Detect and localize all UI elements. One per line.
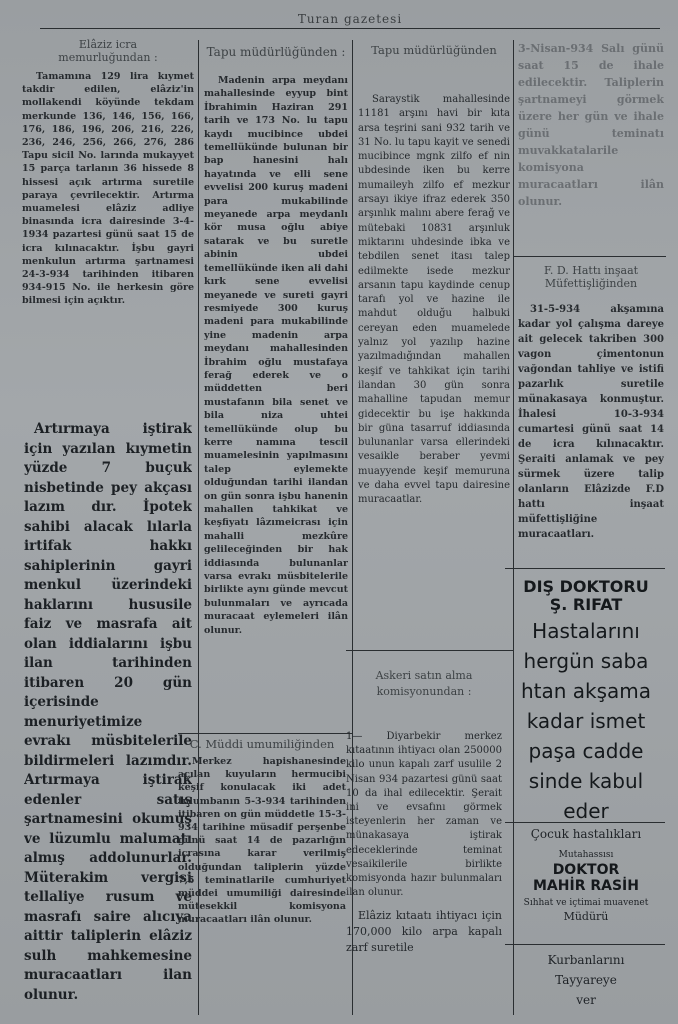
ad-dentist — [505, 572, 667, 820]
ad-dentist-name: Ş. RIFAT — [549, 595, 623, 614]
notice-title: Tapu müdürlüğünden : — [206, 45, 346, 59]
ad-dentist-line: paşa cadde — [528, 739, 644, 763]
notice-icra-continued: Artırmaya iştirak için yazılan kıymetin yüzde 7 buçuk nisbetinde pey akçası lazım dır. İpotek sahibi alacak lılarla irtifak hakkı sahiplerinin gayri menkul üzerindeki haklarını hususile faiz ve masrafa ait olan iddialarını işbu ilan tarihinden itibaren 20 gün içerisinde menuriyetimize evrakı müsbitelerile bildirmeleri lazımdır. Artırmaya iştirak edenler satış şartnamesini okumuş ve lüzumlu malumatı almış addolunurlar. Müterakim vergisi tellaliye rusum ve masrafı saire alıcıya aittir taliplerin elâziz sulh mahkemesine muracaatları ilan olunur. — [24, 421, 192, 1003]
notice-icra — [22, 38, 194, 418]
page-header: Turan gazetesi — [40, 12, 660, 29]
section-rule — [505, 822, 665, 823]
section-rule — [513, 256, 666, 257]
notice-title: Askeri satın alma komisyonundan : — [375, 669, 473, 698]
notice-body: Madenin arpa meydanı mahallesinde eyyup bint İbrahimin Haziran 291 tarih ve 173 No. lu tapu kaydı mucibince ubdei temellükünde bulunan bir bap hanesini halı hayatında ve elli sene evvelisi 200 kuruş madeni para mukabilinde meyanede arpa meydanlı kör musa oğlu abiye satarak ve bu suretle abinin ubdei temellükünde iken ali dahi kırk sene evvelisi meyanede ve sureti gayri resmiyede 300 kuruş madeni para mukabilinde yine madenin arpa meydanı mahallesinden İbrahim oğlu mustafaya ferağ ederek ve o müddetten beri mustafanın bila senet ve bila niza uhtei temellükünde olup bu kerre namına tescil muamelesinin yapılmasını talep eylemekte olduğundan tarihi ilandan on gün sonra işbu hanenin mahallen tahkikat ve keşfiyatı lâzımeicrası için mahalli mezkûre gelileceğinden bir hak iddiasında bulunanlar varsa evrakı müsbitelerile birlikte aynı günde mevcut bulunmaları ve ayrıcada muracaat eylemeleri ilân olunur. — [204, 75, 348, 636]
ad-line: Mutahassısı — [558, 850, 614, 860]
notice-tapu-2 — [358, 44, 510, 644]
ad-line: Tayyareye — [555, 973, 617, 987]
ad-dentist-line: kadar ismet — [526, 709, 646, 733]
ad-dentist-line: eder — [563, 799, 609, 820]
doctor-title: DOKTOR — [552, 862, 620, 878]
notice-body: Merkez hapishanesinde açılan kuyuların hermucibi keşif konulacak iki adet tulumbanın 5-3-934 tarihinden itibaren on gün müddetle 15-3-934 tarihine müsadif perşenbe günü saat 14 de pazarlığın icrasına karar verilmiş olduğundan taliplerin yüzde 7,5 teminatlarile cumhuriyet müddei umumiliği dairesinde mütesekkil komisyona muracaatları ilân olunur. — [178, 756, 346, 926]
doctor-name: MAHİR RASİH — [533, 878, 639, 894]
section-rule — [346, 650, 513, 651]
ad-line: Kurbanlarını — [547, 953, 625, 967]
section-rule — [505, 568, 665, 569]
notice-fd-hatti — [518, 264, 664, 564]
ad-pediatrician — [505, 826, 667, 942]
section-rule — [505, 944, 665, 945]
ad-dentist-line: Hastalarını — [532, 619, 640, 643]
notice-askeri-satin-alma — [346, 668, 502, 1018]
ad-dentist-text — [505, 616, 667, 820]
notice-body: 1— Diyarbekir merkez kıtaatının ihtiyacı olan 250000 kilo unun kapalı zarf usulile 2 Nisan 934 pazartesi günü saat 10 da ihal edilecektir. Şerait ini ve evsafını görmek isteyenlerin her zaman ve münakasaya iştirak edeceklerinde teminat vesaikilerile birlikte komisyonda hazır bulunmaları ilan olunur. — [346, 731, 502, 899]
notice-body: 31-5-934 akşamına kadar yol çalışma dareye ait gelecek takriben 300 vagon çimentonun vağondan tahliye ve istifi pazarlık suretile münakasaya konmuştur. İhalesi 10-3-934 cumartesi günü saat 14 de icra kılınacaktır. Şeraiti anlamak ve pey sürmek üzere talip olanların Elâzizde F.D hattı inşaat müfettişliğine muracaatları. — [518, 304, 664, 540]
notice-body: Saraystik mahallesinde 11181 arşını havi bir kıta arsa teşrini sani 932 tarih ve 31 No. lu tapu kayit ve senedi mucibince mgnk zilfo ef nin ubdesinde iken bu kerre mumaileyh zilfo ef mezkur arsayı ikiye ifraz ederek 350 arşınlık malını abere ferağ ve mütebaki 10831 arşınluk miktarını uhdesinde ibka ve tebdilen senet itası talep edilmekte isede mezkur arsanın tapu kaydinde cenup tarafı yol ve hazine ile mahdut olduğu halbuki cereyan eden muamelede yalnız yol yazılıp hazine yazılmadığından mahallen keşif ve tahkikat için tarihi ilandan 30 gün sonra mahalline tapudan memur gidecektir bu işe hakkında bir güna tasarruf iddiasında bulunanlar varsa ellerindeki vesaikle beraber yevmi muayyende keşif memuruna ve daha evvel tapu dairesine muracaatlar. — [358, 94, 510, 506]
ad-dentist-line: htan akşama — [520, 679, 652, 703]
ad-dentist-title: DIŞ DOKTORU — [523, 577, 649, 596]
ad-tayyare — [505, 950, 667, 1020]
ad-dentist-line: sinde kabul — [528, 769, 644, 793]
notice-body-2: Elâziz kıtaatı ihtiyacı için 170,000 kilo arpa kapalı zarf suretile — [346, 909, 502, 955]
notice-body: Tamamına 129 lira kıymet takdir edilen, elâziz'in mollakendi köyünde tekdam merkunde 136, 146, 156, 166, 176, 186, 196, 206, 216, 226, 236, 246, 256, 266, 276, 286 Tapu sicil No. larında mukayyet 15 parça tarlanın 36 hissede 8 hissesi açık artırma suretile paraya çevrilecektir. Artırma muamelesi elâziz adliye binasında icra dairesinde 3-4-1934 pazartesi günü saat 15 de icra kılınacaktır. İşbu gayri menkulun artırma şartnamesi 24-3-934 tarihinden itibaren 934-915 No. ile herkesin göre bilmesi için açıktır. — [22, 71, 194, 307]
notice-tapu-1 — [204, 44, 348, 730]
notice-ihale-continued: 3-Nisan-934 Salı günü saat 15 de ihale edilecektir. Taliplerin şartnameyi görmek üzere her gün ve ihale günü teminatı muvakkatalarile komisyona muracaatları ilân olunur. — [518, 42, 664, 208]
ad-line: Müdürü — [563, 910, 609, 923]
section-rule — [178, 733, 352, 734]
notice-title: C. Müddi umumiliğinden — [189, 738, 335, 751]
ad-line: Sıhhat ve içtimai muavenet — [523, 898, 649, 908]
ad-dentist-line: hergün saba — [523, 649, 649, 673]
notice-muddei-umumi — [178, 738, 346, 1018]
ad-line: Çocuk hastalıkları — [530, 827, 642, 841]
notice-title: F. D. Hattı inşaat Müfettişliğinden — [543, 264, 639, 290]
notice-title: Elâziz icra memurluğundan : — [58, 38, 158, 64]
notice-title: Tapu müdürlüğünden — [371, 44, 497, 57]
ad-line: ver — [576, 993, 596, 1007]
